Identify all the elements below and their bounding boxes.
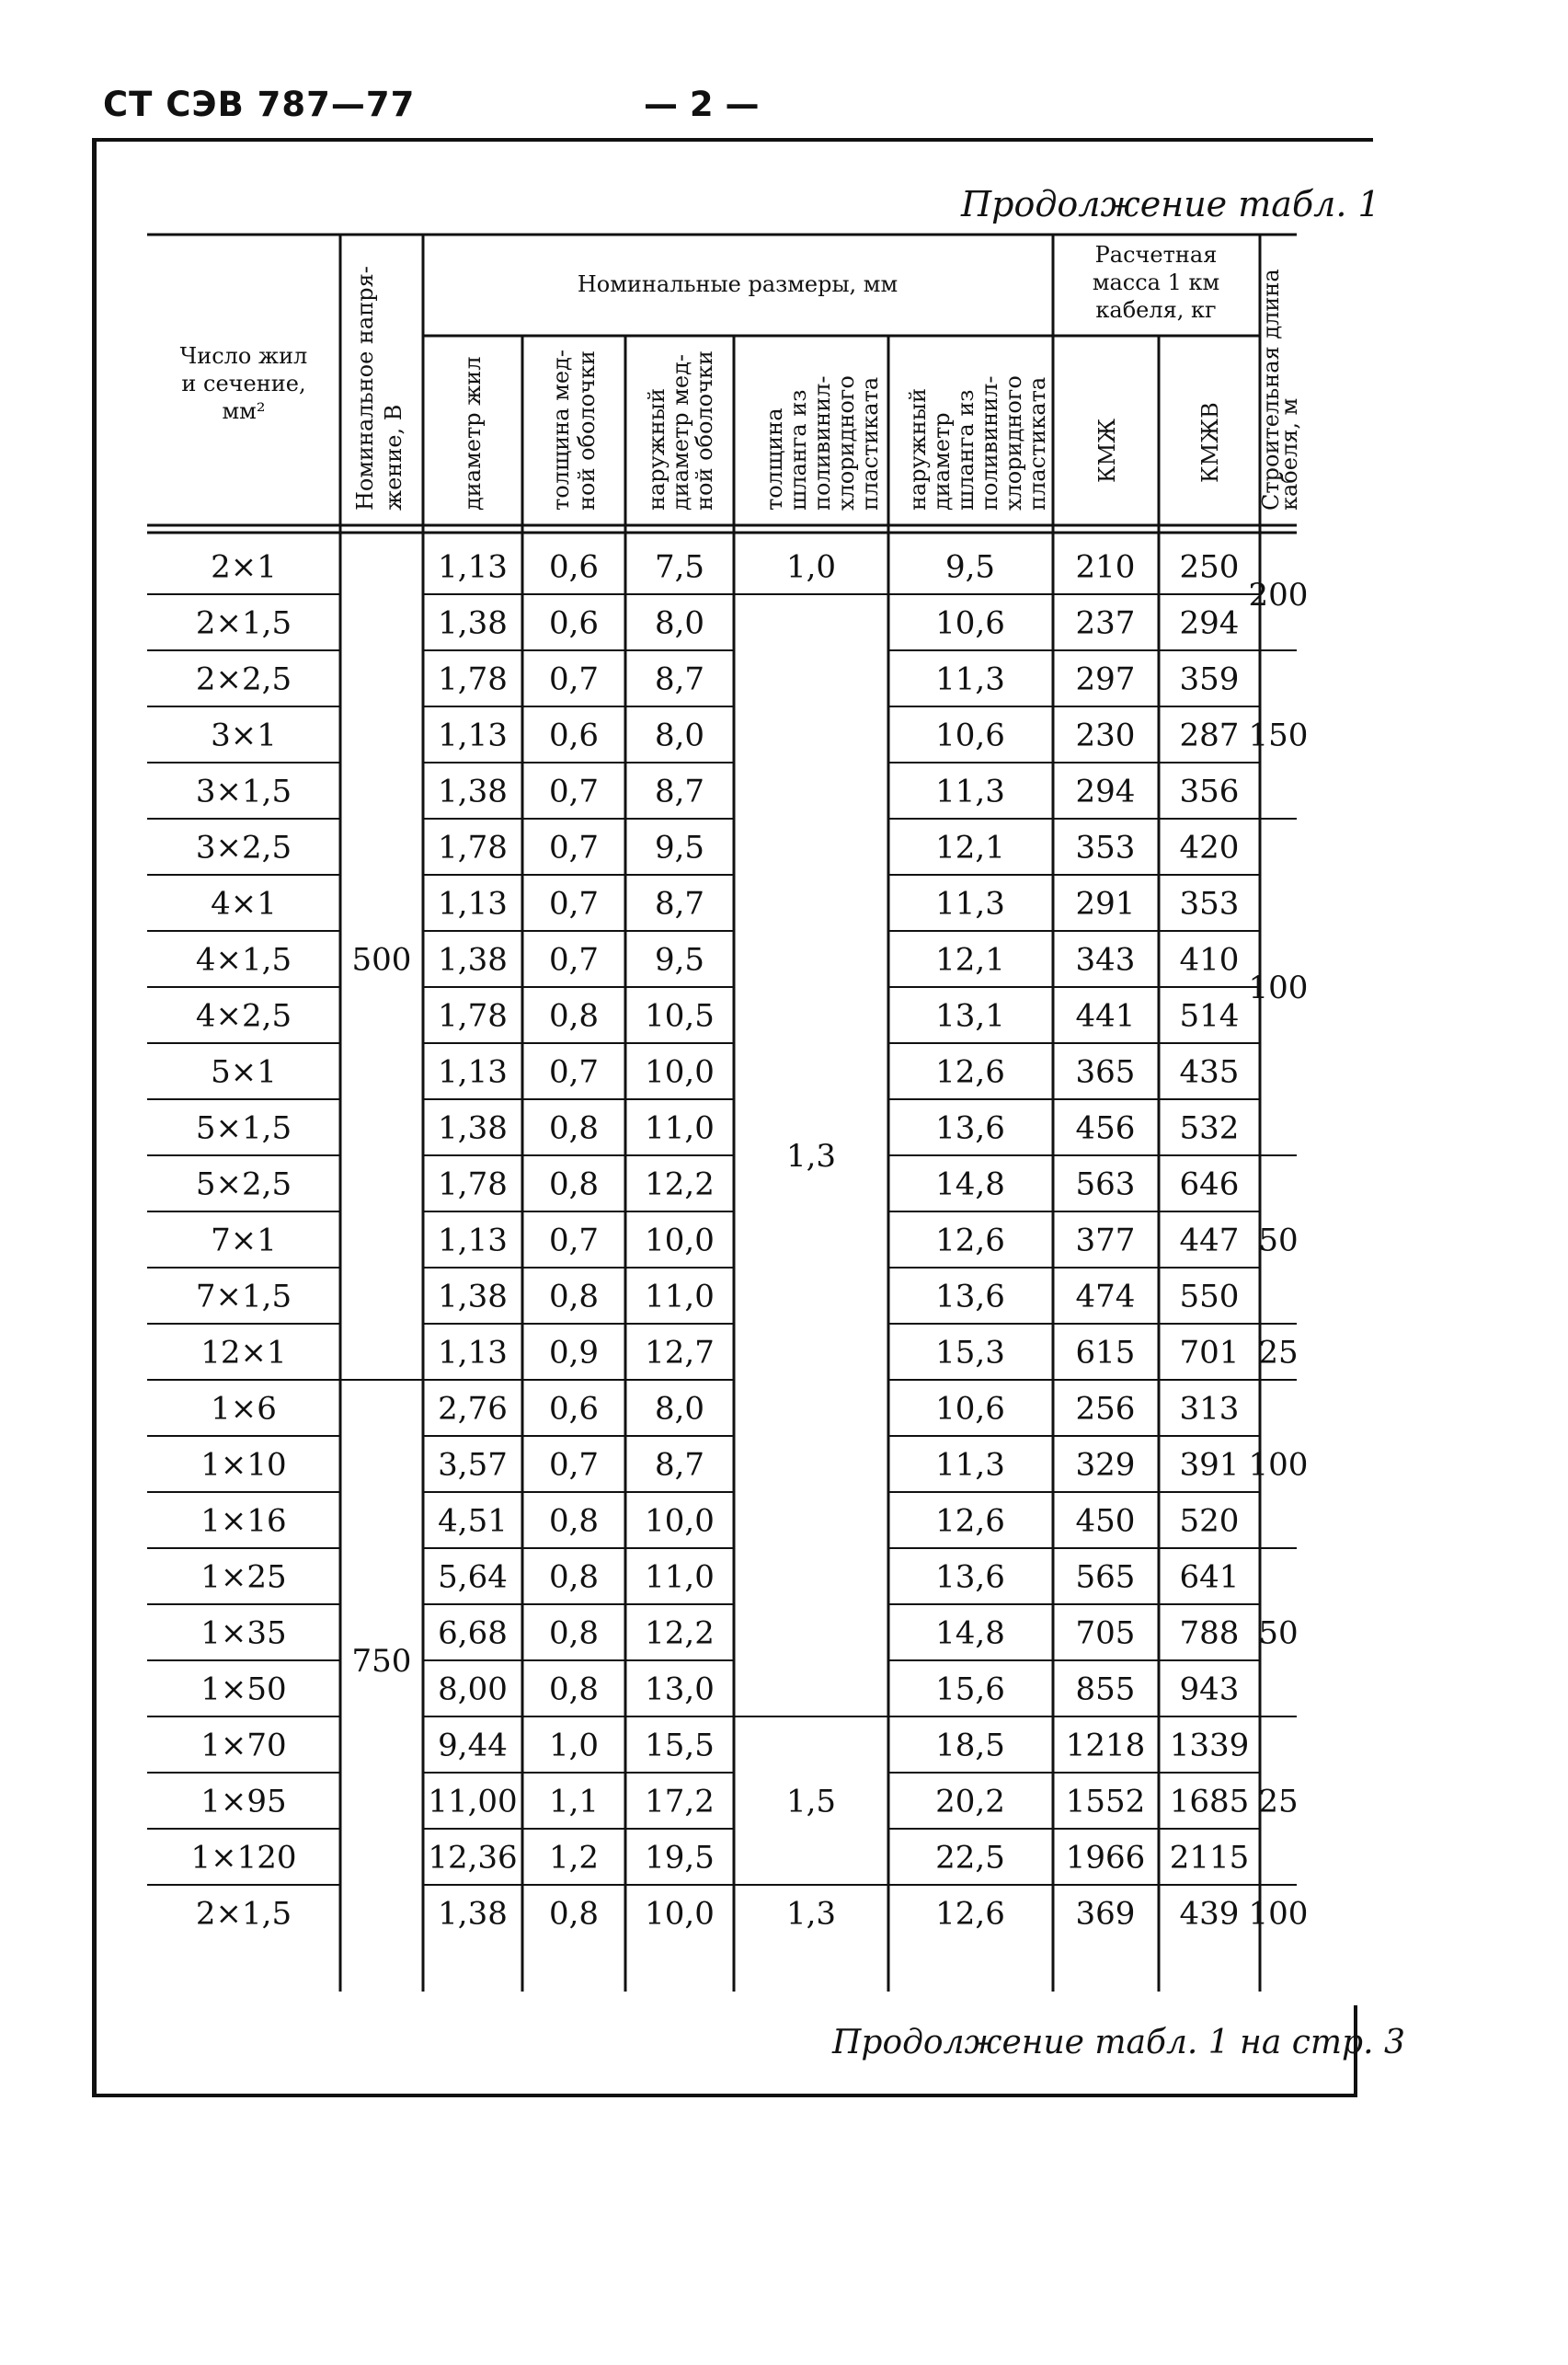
cell-sheath-outer: 8,7 [654, 773, 705, 810]
cell-sheath-thick: 0,8 [548, 1109, 600, 1147]
cell-wires: 4×2,5 [195, 997, 292, 1035]
cell-hose-outer: 12,1 [935, 941, 1005, 979]
hose-thickness-header-line1: толщина [761, 408, 787, 511]
cell-kmzhv: 294 [1179, 604, 1240, 642]
cell-kmzhv: 287 [1179, 717, 1240, 754]
cell-sheath-outer: 8,7 [654, 885, 705, 923]
cell-kmzhv: 1339 [1169, 1727, 1250, 1764]
mass-header-line3: кабеля, кг [1095, 297, 1217, 323]
cell-kmzh: 353 [1075, 829, 1136, 867]
sheath-thickness-header-line1: толщина мед- [548, 350, 574, 511]
kmzhv-header: КМЖВ [1197, 402, 1223, 483]
cell-kmzh: 1966 [1065, 1839, 1146, 1877]
cell-kmzh: 565 [1075, 1558, 1136, 1596]
hose-thickness-header-line4: хлоридного [833, 375, 859, 511]
cell-sheath-outer: 17,2 [645, 1783, 715, 1820]
hose-thickness-value: 1,5 [785, 1783, 837, 1820]
cell-kmzhv: 943 [1179, 1670, 1240, 1708]
cell-sheath-thick: 0,8 [548, 1670, 600, 1708]
cell-sheath-thick: 0,6 [548, 717, 600, 754]
cell-hose-outer: 22,5 [935, 1839, 1005, 1877]
cell-wires: 1×10 [200, 1446, 287, 1484]
cell-diam: 1,38 [438, 1895, 508, 1933]
hose-diameter-header-line1: наружный [905, 388, 931, 511]
cell-sheath-outer: 11,0 [645, 1109, 715, 1147]
hose-thickness-header-line2: шланга из [785, 389, 811, 511]
cell-kmzh: 291 [1075, 885, 1136, 923]
cell-kmzhv: 514 [1179, 997, 1240, 1035]
cell-sheath-thick: 0,6 [548, 1390, 600, 1428]
cell-wires: 3×2,5 [195, 829, 292, 867]
cell-kmzh: 377 [1075, 1222, 1136, 1259]
document-code: СТ СЭВ 787—77 [103, 85, 416, 124]
hose-thickness-value: 1,0 [785, 548, 837, 586]
cell-kmzh: 456 [1075, 1109, 1136, 1147]
cell-kmzh: 294 [1075, 773, 1136, 810]
cell-kmzhv: 356 [1179, 773, 1240, 810]
cell-hose-outer: 13,6 [935, 1109, 1005, 1147]
cell-wires: 5×1,5 [195, 1109, 292, 1147]
cell-kmzhv: 520 [1179, 1502, 1240, 1540]
cable-dimensions-table [147, 235, 1309, 2001]
cell-hose-outer: 10,6 [935, 717, 1005, 754]
cell-kmzh: 441 [1075, 997, 1136, 1035]
cell-wires: 7×1 [211, 1222, 277, 1259]
outer-diameter-header-line1: наружный [644, 388, 670, 511]
cell-wires: 1×70 [200, 1727, 287, 1764]
cell-diam: 9,44 [438, 1727, 508, 1764]
cell-kmzh: 563 [1075, 1165, 1136, 1203]
cell-wires: 3×1 [211, 717, 277, 754]
cell-sheath-outer: 12,2 [645, 1165, 715, 1203]
cell-kmzhv: 353 [1179, 885, 1240, 923]
hose-diameter-header-line2: диаметр [929, 412, 955, 511]
length-group-value: 50 [1258, 1222, 1299, 1259]
cell-kmzh: 297 [1075, 660, 1136, 698]
cell-sheath-thick: 1,2 [548, 1839, 600, 1877]
table-continuation-caption: Продолжение табл. 1 [961, 184, 1380, 224]
cell-kmzh: 1218 [1065, 1727, 1146, 1764]
hose-diameter-header-line3: шланга из [953, 389, 979, 511]
cell-diam: 6,68 [438, 1614, 508, 1652]
cell-diam: 1,13 [438, 1222, 508, 1259]
length-group-value: 100 [1248, 1446, 1309, 1484]
cell-diam: 1,38 [438, 773, 508, 810]
hose-thickness-value: 1,3 [785, 1138, 837, 1175]
cell-kmzhv: 420 [1179, 829, 1240, 867]
cell-sheath-outer: 8,7 [654, 1446, 705, 1484]
cell-kmzhv: 313 [1179, 1390, 1240, 1428]
cell-sheath-outer: 9,5 [654, 941, 705, 979]
hose-diameter-header-line5: хлоридного [1001, 375, 1026, 511]
cell-hose-outer: 11,3 [935, 1446, 1005, 1484]
cell-sheath-outer: 8,0 [654, 604, 705, 642]
cell-kmzhv: 646 [1179, 1165, 1240, 1203]
mass-header-line2: масса 1 км [1092, 270, 1220, 295]
cell-hose-outer: 12,6 [935, 1053, 1005, 1091]
cell-sheath-thick: 0,7 [548, 829, 600, 867]
frame-top-rule [92, 138, 1373, 142]
length-header-line2: кабеля, м [1276, 397, 1302, 511]
cell-hose-outer: 9,5 [944, 548, 996, 586]
cell-diam: 1,38 [438, 1278, 508, 1315]
cell-sheath-thick: 0,7 [548, 1053, 600, 1091]
wires-header-line2: и сечение, [181, 371, 306, 396]
cell-diam: 4,51 [438, 1502, 508, 1540]
cell-kmzh: 615 [1075, 1334, 1136, 1372]
cell-kmzh: 256 [1075, 1390, 1136, 1428]
cell-sheath-outer: 12,7 [645, 1334, 715, 1372]
cell-sheath-outer: 12,2 [645, 1614, 715, 1652]
cell-diam: 5,64 [438, 1558, 508, 1596]
kmzh-header: КМЖ [1094, 418, 1120, 483]
hose-thickness-header-line3: поливинил- [809, 375, 835, 511]
cell-wires: 4×1 [211, 885, 277, 923]
cell-wires: 1×120 [190, 1839, 297, 1877]
length-header-line1: Строительная длина [1258, 269, 1284, 511]
cell-kmzh: 474 [1075, 1278, 1136, 1315]
cell-hose-outer: 12,6 [935, 1502, 1005, 1540]
cell-hose-outer: 14,8 [935, 1165, 1005, 1203]
cell-hose-outer: 13,6 [935, 1558, 1005, 1596]
cell-kmzhv: 1685 [1169, 1783, 1250, 1820]
cell-kmzhv: 359 [1179, 660, 1240, 698]
cell-kmzh: 365 [1075, 1053, 1136, 1091]
voltage-header-line2: жение, В [381, 404, 406, 511]
frame-left-rule [92, 138, 97, 2097]
cell-hose-outer: 12,6 [935, 1222, 1005, 1259]
cell-wires: 1×6 [211, 1390, 277, 1428]
cell-sheath-thick: 0,7 [548, 1446, 600, 1484]
length-group-value: 200 [1248, 577, 1309, 614]
cell-hose-outer: 13,6 [935, 1278, 1005, 1315]
cell-kmzhv: 532 [1179, 1109, 1240, 1147]
cell-sheath-thick: 0,7 [548, 773, 600, 810]
cell-sheath-thick: 0,6 [548, 604, 600, 642]
cell-kmzhv: 641 [1179, 1558, 1240, 1596]
cell-hose-outer: 12,6 [935, 1895, 1005, 1933]
diameter-header: диаметр жил [460, 356, 486, 511]
cell-hose-outer: 15,3 [935, 1334, 1005, 1372]
cell-kmzh: 705 [1075, 1614, 1136, 1652]
cell-sheath-outer: 8,7 [654, 660, 705, 698]
cell-diam: 1,13 [438, 717, 508, 754]
cell-diam: 8,00 [438, 1670, 508, 1708]
cell-diam: 1,78 [438, 1165, 508, 1203]
cell-diam: 11,00 [428, 1783, 518, 1820]
cell-diam: 1,13 [438, 548, 508, 586]
cell-diam: 2,76 [438, 1390, 508, 1428]
cell-sheath-thick: 0,8 [548, 1278, 600, 1315]
hose-diameter-header-line4: поливинил- [977, 375, 1002, 511]
mass-header-line1: Расчетная [1094, 242, 1218, 268]
cell-kmzhv: 439 [1179, 1895, 1240, 1933]
cell-kmzh: 230 [1075, 717, 1136, 754]
cell-kmzh: 369 [1075, 1895, 1136, 1933]
length-group-value: 25 [1258, 1334, 1299, 1372]
cell-wires: 1×95 [200, 1783, 287, 1820]
continuation-note: Продолжение табл. 1 на стр. 3 [832, 2024, 1405, 2061]
cell-hose-outer: 15,6 [935, 1670, 1005, 1708]
cell-sheath-outer: 15,5 [645, 1727, 715, 1764]
cell-kmzh: 1552 [1065, 1783, 1146, 1820]
length-group-value: 100 [1248, 970, 1309, 1006]
cell-diam: 1,38 [438, 1109, 508, 1147]
cell-sheath-outer: 9,5 [654, 829, 705, 867]
cell-diam: 1,78 [438, 997, 508, 1035]
cell-kmzh: 450 [1075, 1502, 1136, 1540]
cell-wires: 5×2,5 [195, 1165, 292, 1203]
cell-kmzh: 343 [1075, 941, 1136, 979]
cell-diam: 1,13 [438, 1334, 508, 1372]
cell-wires: 1×16 [200, 1502, 287, 1540]
cell-hose-outer: 18,5 [935, 1727, 1005, 1764]
cell-hose-outer: 14,8 [935, 1614, 1005, 1652]
wires-header-line1: Число жил [179, 343, 308, 369]
hose-thickness-header-line5: пластиката [857, 376, 883, 511]
cell-sheath-outer: 8,0 [654, 1390, 705, 1428]
cell-diam: 1,78 [438, 660, 508, 698]
cell-sheath-outer: 10,0 [645, 1895, 715, 1933]
outer-diameter-header-line2: диаметр мед- [668, 354, 693, 511]
voltage-header-line1: Номинальное напря- [352, 266, 378, 511]
cell-kmzh: 855 [1075, 1670, 1136, 1708]
cell-diam: 1,13 [438, 1053, 508, 1091]
cell-sheath-outer: 10,0 [645, 1502, 715, 1540]
cell-kmzhv: 447 [1179, 1222, 1240, 1259]
cell-sheath-outer: 10,0 [645, 1222, 715, 1259]
sheath-thickness-header-line2: ной оболочки [574, 350, 600, 511]
cell-kmzhv: 788 [1179, 1614, 1240, 1652]
cell-sheath-thick: 0,8 [548, 1165, 600, 1203]
cell-diam: 1,78 [438, 829, 508, 867]
table-body [190, 549, 1308, 1933]
cell-kmzh: 237 [1075, 604, 1136, 642]
cell-hose-outer: 12,1 [935, 829, 1005, 867]
cell-sheath-thick: 0,7 [548, 885, 600, 923]
cell-hose-outer: 11,3 [935, 885, 1005, 923]
cell-wires: 5×1 [211, 1053, 277, 1091]
cell-sheath-thick: 0,8 [548, 1895, 600, 1933]
cell-sheath-thick: 0,8 [548, 997, 600, 1035]
cell-diam: 12,36 [428, 1839, 518, 1877]
cell-wires: 1×25 [200, 1558, 287, 1596]
length-group-value: 50 [1258, 1614, 1299, 1652]
cell-diam: 1,38 [438, 604, 508, 642]
cell-wires: 1×50 [200, 1670, 287, 1708]
cell-sheath-thick: 1,1 [548, 1783, 600, 1820]
voltage-group-value: 500 [351, 941, 412, 979]
cell-sheath-outer: 7,5 [654, 548, 705, 586]
cell-hose-outer: 10,6 [935, 604, 1005, 642]
cell-wires: 2×2,5 [195, 660, 292, 698]
length-group-value: 100 [1248, 1895, 1309, 1933]
cell-sheath-thick: 0,6 [548, 548, 600, 586]
cell-sheath-outer: 19,5 [645, 1839, 715, 1877]
cell-sheath-outer: 11,0 [645, 1278, 715, 1315]
cell-kmzhv: 550 [1179, 1278, 1240, 1315]
cell-kmzh: 329 [1075, 1446, 1136, 1484]
cell-diam: 1,13 [438, 885, 508, 923]
nominal-group-header: Номинальные размеры, мм [577, 271, 898, 297]
voltage-group-value: 750 [351, 1643, 412, 1680]
cell-wires: 3×1,5 [195, 773, 292, 810]
cell-hose-outer: 11,3 [935, 773, 1005, 810]
length-group-value: 25 [1258, 1783, 1299, 1820]
cell-sheath-outer: 11,0 [645, 1558, 715, 1596]
wires-header-line3: мм² [222, 398, 266, 424]
cell-kmzhv: 410 [1179, 941, 1240, 979]
cell-hose-outer: 11,3 [935, 660, 1005, 698]
hose-thickness-value: 1,3 [785, 1895, 837, 1933]
cell-wires: 1×35 [200, 1614, 287, 1652]
cell-kmzhv: 435 [1179, 1053, 1240, 1091]
cell-sheath-thick: 0,7 [548, 941, 600, 979]
cell-kmzhv: 2115 [1169, 1839, 1250, 1877]
cell-diam: 1,38 [438, 941, 508, 979]
cell-hose-outer: 10,6 [935, 1390, 1005, 1428]
cell-wires: 12×1 [200, 1334, 287, 1372]
cell-kmzhv: 391 [1179, 1446, 1240, 1484]
cell-kmzhv: 250 [1179, 548, 1240, 586]
cell-diam: 3,57 [438, 1446, 508, 1484]
cell-hose-outer: 20,2 [935, 1783, 1005, 1820]
page-number: — 2 — [644, 85, 760, 124]
cell-sheath-thick: 0,9 [548, 1334, 600, 1372]
cell-sheath-thick: 0,8 [548, 1614, 600, 1652]
cell-sheath-thick: 0,8 [548, 1558, 600, 1596]
cell-sheath-thick: 0,8 [548, 1502, 600, 1540]
cell-hose-outer: 13,1 [935, 997, 1005, 1035]
cell-wires: 7×1,5 [195, 1278, 292, 1315]
hose-diameter-header-line6: пластиката [1024, 376, 1050, 511]
cell-sheath-thick: 0,7 [548, 1222, 600, 1259]
cell-sheath-outer: 8,0 [654, 717, 705, 754]
cell-wires: 2×1,5 [195, 604, 292, 642]
outer-diameter-header-line3: ной оболочки [692, 350, 717, 511]
cell-wires: 4×1,5 [195, 941, 292, 979]
frame-bottom-rule [92, 2094, 1356, 2097]
cell-sheath-outer: 10,0 [645, 1053, 715, 1091]
cell-kmzhv: 701 [1179, 1334, 1240, 1372]
length-group-value: 150 [1248, 717, 1309, 754]
cell-sheath-thick: 1,0 [548, 1727, 600, 1764]
cell-sheath-thick: 0,7 [548, 660, 600, 698]
cell-wires: 2×1 [211, 548, 277, 586]
cell-kmzh: 210 [1075, 548, 1136, 586]
cell-sheath-outer: 13,0 [645, 1670, 715, 1708]
cell-wires: 2×1,5 [195, 1895, 292, 1933]
cell-sheath-outer: 10,5 [645, 997, 715, 1035]
